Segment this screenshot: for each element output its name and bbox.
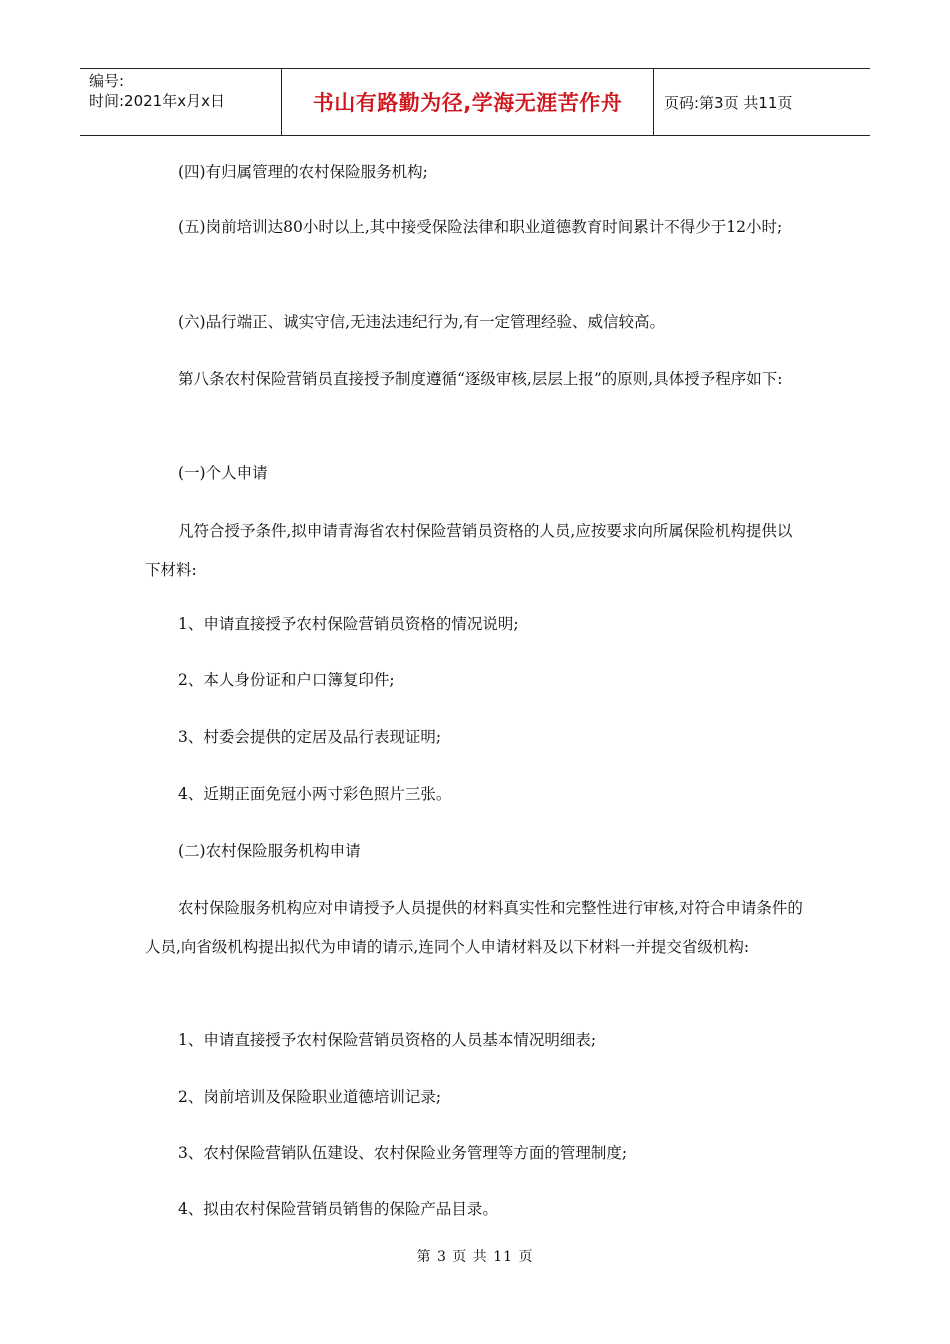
header-motto: 书山有路勤为径,学海无涯苦作舟 [282, 69, 654, 135]
document-time-label: 时间:2021年x月x日 [89, 92, 225, 110]
page-footer: 第 3 页 共 11 页 [416, 1249, 534, 1265]
paragraph: 第八条农村保险营销员直接授予制度遵循“逐级审核,层层上报”的原则,具体授予程序如下: [178, 370, 783, 388]
paragraph: (六)品行端正、诚实守信,无违法违纪行为,有一定管理经验、威信较高。 [178, 313, 665, 331]
header-meta [80, 69, 282, 135]
list-item: 1、申请直接授予农村保险营销员资格的情况说明; [178, 615, 519, 633]
list-item: 3、农村保险营销队伍建设、农村保险业务管理等方面的管理制度; [178, 1144, 628, 1162]
list-item: 4、近期正面免冠小两寸彩色照片三张。 [178, 785, 452, 803]
paragraph: 农村保险服务机构应对申请授予人员提供的材料真实性和完整性进行审核,对符合申请条件的人员,向省级机构提出拟代为申请的请示,连同个人申请材料及以下材料一并提交省级机构: [145, 899, 803, 956]
list-item: 4、拟由农村保险营销员销售的保险产品目录。 [178, 1200, 498, 1218]
header-page-info: 页码:第3页 共11页 [664, 93, 793, 112]
paragraph: (四)有归属管理的农村保险服务机构; [178, 163, 428, 181]
paragraph: (五)岗前培训达80小时以上,其中接受保险法律和职业道德教育时间累计不得少于12小时; [178, 218, 783, 236]
page-header [80, 68, 870, 136]
paragraph-heading: (二)农村保险服务机构申请 [178, 842, 361, 860]
list-item: 2、本人身份证和户口簿复印件; [178, 671, 395, 689]
list-item: 1、申请直接授予农村保险营销员资格的人员基本情况明细表; [178, 1031, 597, 1049]
document-number-label: 编号: [89, 72, 125, 90]
paragraph-heading: (一)个人申请 [178, 464, 268, 482]
list-item: 2、岗前培训及保险职业道德培训记录; [178, 1088, 442, 1106]
list-item: 3、村委会提供的定居及品行表现证明; [178, 728, 442, 746]
paragraph: 凡符合授予条件,拟申请青海省农村保险营销员资格的人员,应按要求向所属保险机构提供以下材料: [145, 522, 793, 579]
